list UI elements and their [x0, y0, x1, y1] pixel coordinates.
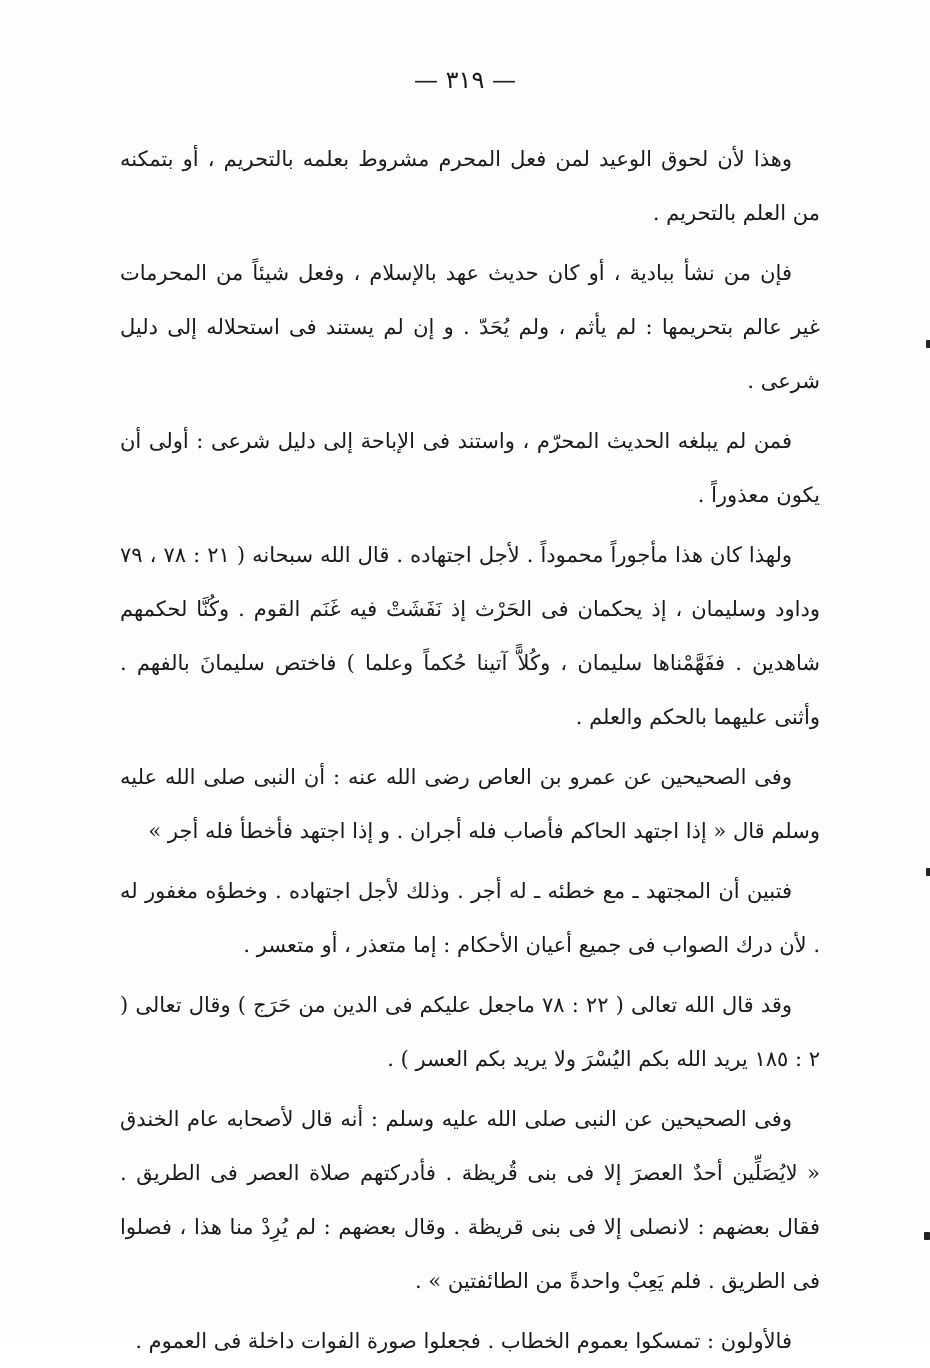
scan-mark — [926, 340, 930, 348]
paragraph-7: وقد قال الله تعالى ( ٢٢ : ٧٨ ماجعل عليكم فى الدين من حَرَج ) وقال تعالى ( ٢ : ١٨٥ يريد الله بكم اليُسْرَ ولا يريد بكم العسر ) . — [120, 993, 820, 1071]
scan-mark — [926, 868, 930, 876]
paragraph-3: فمن لم يبلغه الحديث المحرّم ، واستند فى الإباحة إلى دليل شرعى : أولى أن يكون معذوراً . — [120, 429, 820, 507]
scan-mark — [924, 1232, 930, 1240]
paragraph-5: وفى الصحيحين عن عمرو بن العاص رضى الله عنه : أن النبى صلى الله عليه وسلم قال « إذا اجتهد الحاكم فأصاب فله أجران . و إذا اجتهد فأخطأ فله أجر » — [120, 765, 820, 843]
paragraph-9: فالأولون : تمسكوا بعموم الخطاب . فجعلوا صورة الفوات داخلة فى العموم . — [135, 1329, 792, 1353]
page-number: — ٣١٩ — — [414, 66, 516, 94]
body-text — [120, 132, 820, 1368]
paragraph-2: فإن من نشأ ببادية ، أو كان حديث عهد بالإسلام ، وفعل شيئاً من المحرمات غير عالم بتحريمها : لم يأثم ، ولم يُحَدّ . و إن لم يستند فى استحلاله إلى دليل شرعى . — [120, 261, 820, 393]
paragraph-6: فتبين أن المجتهد ـ مع خطئه ـ له أجر . وذلك لأجل اجتهاده . وخطؤه مغفور له . لأن درك الصواب فى جميع أعيان الأحكام : إما متعذر ، أو متعسر . — [120, 879, 820, 957]
paragraph-8: وفى الصحيحين عن النبى صلى الله عليه وسلم : أنه قال لأصحابه عام الخندق « لايُصَلِّين أحدٌ العصرَ إلا فى بنى قُريظة . فأدركتهم صلاة العصر فى الطريق . فقال بعضهم : لانصلى إلا فى بنى قريظة . وقال بعضهم : لم يُرِدْ منا هذا ، فصلوا فى الطريق . فلم يَعِبْ واحدةً من الطائفتين » . — [120, 1107, 820, 1293]
paragraph-1: وهذا لأن لحوق الوعيد لمن فعل المحرم مشروط بعلمه بالتحريم ، أو بتمكنه من العلم بالتحريم . — [120, 147, 820, 225]
paragraph-4: ولهذا كان هذا مأجوراً محموداً . لأجل اجتهاده . قال الله سبحانه ( ٢١ : ٧٨ ، ٧٩ وداود وسليمان ، إذ يحكمان فى الحَرْث إذ نَفَشَتْ فيه غَنَم القوم . وكُنَّا لحكمهم شاهدين . ففَهَّمْناها سليمان ، وكُلاًّ آتينا حُكماً وعلما ) فاختص سليمانَ بالفهم . وأثنى عليهما بالحكم والعلم . — [120, 543, 820, 729]
